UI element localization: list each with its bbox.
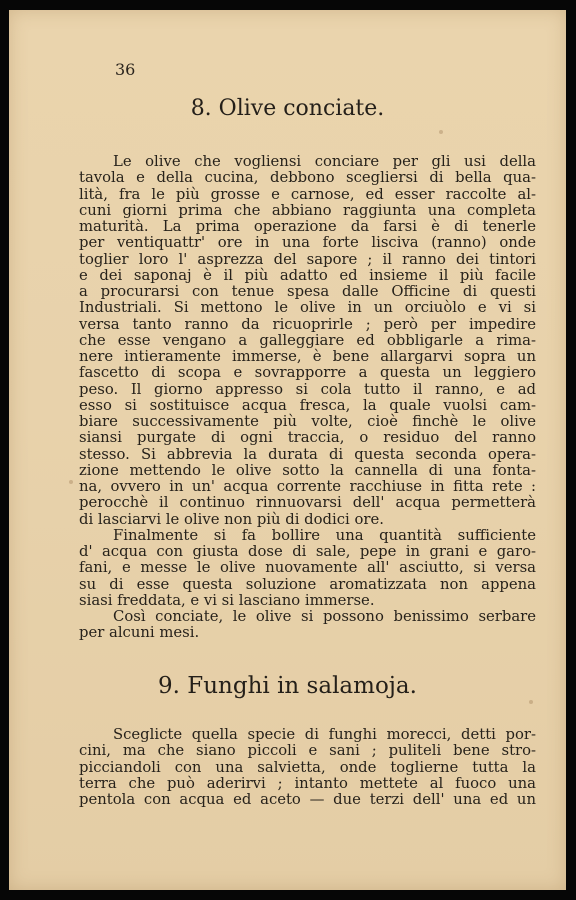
text-line: e dei saponaj è il più adatto ed insieme il più facile: [79, 266, 536, 284]
text-line: d' acqua con giusta dose di sale, pepe in grani e garo-: [79, 543, 536, 560]
text-line: picciandoli con una salvietta, onde toglierne tutta la: [79, 758, 536, 776]
text-line: versa tanto ranno da ricuoprirle ; però per impedire: [79, 315, 536, 333]
text-line: biare successivamente più volte, cioè finchè le olive: [79, 413, 536, 430]
text-line: fani, e messe le olive nuovamente all' asciutto, si versa: [79, 559, 536, 577]
text-line: Finalmente si fa bollire una quantità sufficiente: [113, 526, 536, 544]
section-body-funghi-in-salamoja: [79, 727, 536, 808]
text-line: siansi purgate di ogni traccia, o residuo del ranno: [79, 429, 536, 447]
text-line: cuni giorni prima che abbiano raggiunta una completa: [79, 201, 536, 219]
text-line: fascetto di scopa e sovrapporre a questa un leggiero: [79, 364, 536, 382]
page-number: 36: [115, 60, 136, 79]
text-line: zione mettendo le olive sotto la cannella di una fonta-: [79, 461, 536, 479]
text-line: per alcuni mesi.: [79, 624, 200, 642]
section-title-funghi-in-salamoja: 9. Funghi in salamoja.: [158, 673, 417, 699]
text-line: Così conciate, le olive si possono benissimo serbare: [113, 608, 536, 625]
text-line: na, ovvero in un' acqua corrente racchiuse in fitta rete :: [79, 478, 536, 495]
paper-stain: [529, 700, 533, 704]
text-line: tavola e della cucina, debbono scegliersi di bella qua-: [79, 169, 536, 187]
text-line: esso si sostituisce acqua fresca, la quale vuolsi cam-: [79, 396, 536, 414]
section-title-olive-conciate: 8. Olive conciate.: [190, 96, 385, 121]
text-line: stesso. Si abbrevia la durata di questa seconda opera-: [79, 445, 536, 463]
text-line: peso. Il giorno appresso si cola tutto il ranno, e ad: [79, 380, 536, 398]
text-line: che esse vengano a galleggiare ed obbligarle a rima-: [79, 331, 536, 349]
paper-stain: [69, 480, 73, 484]
text-line: pentola con acqua ed aceto — due terzi dell' una ed un: [79, 791, 536, 808]
text-line: Industriali. Si mettono le olive in un orciuòlo e vi si: [79, 299, 536, 317]
text-line: Sceglicte quella specie di funghi morecci, detti por-: [113, 726, 536, 743]
text-line: su di esse questa soluzione aromatizzata non appena: [79, 575, 536, 593]
text-line: di lasciarvi le olive non più di dodici ore.: [79, 510, 384, 528]
text-line: per ventiquattr' ore in una forte lisciva (ranno) onde: [79, 234, 536, 252]
text-line: nere intieramente immerse, è bene allargarvi sopra un: [79, 348, 536, 365]
section-body-olive-conciate: [79, 154, 536, 642]
text-line: cini, ma che siano piccoli e sani ; puliteli bene stro-: [79, 742, 536, 760]
book-page: [9, 10, 566, 890]
text-line: maturità. La prima operazione da farsi è di tenerle: [79, 218, 536, 235]
text-line: siasi freddata, e vi si lasciano immerse.: [79, 591, 375, 609]
text-line: Le olive che vogliensi conciare per gli usi della: [113, 153, 536, 170]
paper-stain: [439, 130, 443, 134]
text-line: toglier loro l' asprezza del sapore ; il ranno dei tintori: [79, 250, 536, 268]
text-line: perocchè il continuo rinnuovarsi dell' acqua permetterà: [79, 494, 536, 512]
text-line: a procurarsi con tenue spesa dalle Officine di questi: [79, 283, 536, 300]
text-line: terra che può aderirvi ; intanto mettete al fuoco una: [79, 774, 536, 792]
text-line: lità, fra le più grosse e carnose, ed esser raccolte al-: [79, 185, 536, 203]
